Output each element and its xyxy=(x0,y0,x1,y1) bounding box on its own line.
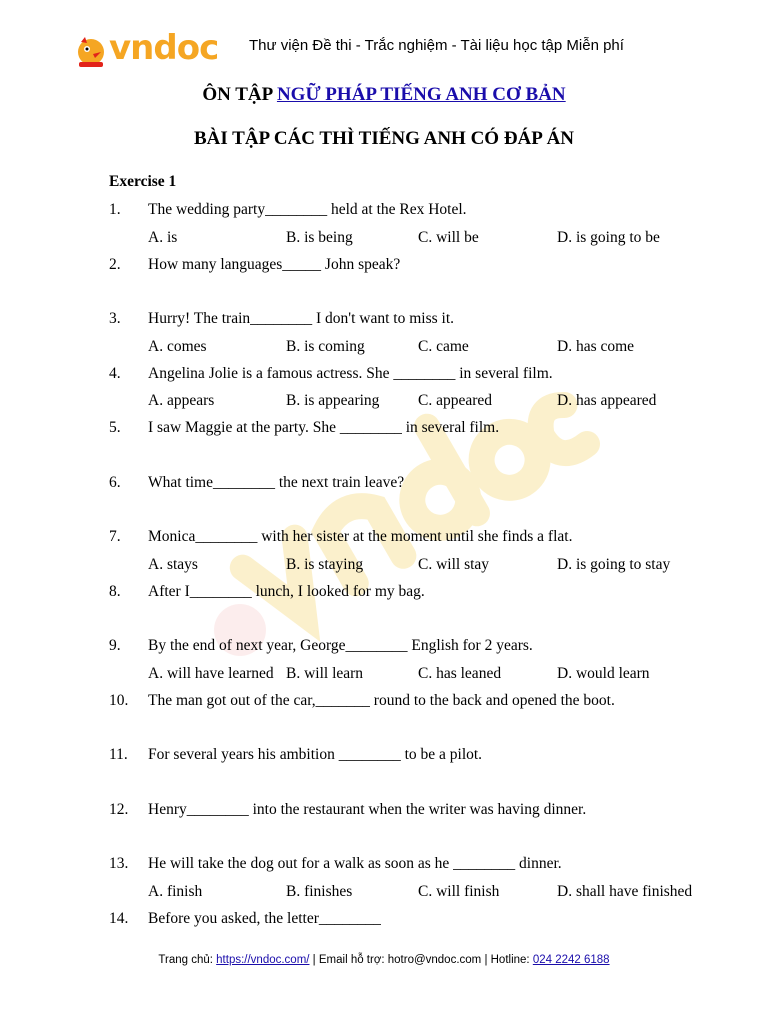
answer-option: D. would learn xyxy=(557,665,650,682)
question-number: 6. xyxy=(109,474,121,491)
answer-option: B. is appearing xyxy=(286,392,380,409)
answer-option: B. is coming xyxy=(286,338,365,355)
question-number: 11. xyxy=(109,746,128,763)
page-subtitle: BÀI TẬP CÁC THÌ TIẾNG ANH CÓ ĐÁP ÁN xyxy=(193,128,575,149)
answer-option: D. is going to be xyxy=(557,229,660,246)
page-title xyxy=(0,84,768,106)
question-text: What time________ the next train leave? xyxy=(148,474,405,491)
answer-option: D. has come xyxy=(557,338,635,355)
answer-option: A. appears xyxy=(148,392,215,409)
footer-home-link[interactable]: https://vndoc.com/ xyxy=(216,954,310,966)
answer-option: D. has appeared xyxy=(557,392,657,409)
question-text: For several years his ambition ________ to be a pilot. xyxy=(148,746,483,763)
vndoc-logo[interactable] xyxy=(73,28,223,70)
question-text: The wedding party________ held at the Rex Hotel. xyxy=(148,201,467,218)
question-number: 14. xyxy=(109,910,129,927)
question-number: 4. xyxy=(109,365,121,382)
question-number: 2. xyxy=(109,256,121,273)
answer-option: B. will learn xyxy=(286,665,364,682)
header-tagline: Thư viện Đề thi - Trắc nghiệm - Tài liệu học tập Miễn phí xyxy=(249,37,624,54)
answer-option: A. comes xyxy=(148,338,207,355)
footer-email: | Email hỗ trợ: hotro@vndoc.com | Hotline: xyxy=(309,954,533,966)
title-prefix: ÔN TẬP xyxy=(202,84,277,105)
question-text: Monica________ with her sister at the moment until she finds a flat. xyxy=(148,528,573,545)
answer-option: C. will finish xyxy=(418,883,500,900)
mascot-icon xyxy=(73,34,109,70)
answer-option: A. will have learned xyxy=(148,665,274,682)
question-text: Angelina Jolie is a famous actress. She ________ in several film. xyxy=(148,365,553,382)
footer-home-label: Trang chủ: xyxy=(158,954,217,966)
question-number: 1. xyxy=(109,201,121,218)
answer-option: A. stays xyxy=(148,556,198,573)
question-number: 13. xyxy=(109,855,129,872)
answer-option: D. is going to stay xyxy=(557,556,671,573)
grammar-link[interactable]: NGỮ PHÁP TIẾNG ANH CƠ BẢN xyxy=(276,84,566,105)
answer-option: C. will be xyxy=(418,229,479,246)
answer-option: C. came xyxy=(418,338,469,355)
page-footer xyxy=(0,954,768,966)
question-text: He will take the dog out for a walk as soon as he ________ dinner. xyxy=(148,855,562,872)
page-header xyxy=(0,0,768,80)
question-text: Before you asked, the letter________ xyxy=(148,910,381,927)
question-text: After I________ lunch, I looked for my bag. xyxy=(148,583,425,600)
answer-option: B. is staying xyxy=(286,556,364,573)
question-text: The man got out of the car,_______ round to the back and opened the boot. xyxy=(148,692,615,709)
question-text: I saw Maggie at the party. She ________ in several film. xyxy=(148,419,500,436)
footer-hotline-link[interactable]: 024 2242 6188 xyxy=(532,954,610,966)
answer-option: C. has leaned xyxy=(418,665,502,682)
logo-text: vndoc xyxy=(109,28,219,68)
question-text: By the end of next year, George________ English for 2 years. xyxy=(148,637,533,654)
question-text: Henry________ into the restaurant when the writer was having dinner. xyxy=(148,801,587,818)
answer-option: C. will stay xyxy=(418,556,490,573)
answer-option: B. is being xyxy=(286,229,353,246)
question-number: 5. xyxy=(109,419,121,436)
question-text: How many languages_____ John speak? xyxy=(148,256,401,273)
question-number: 9. xyxy=(109,637,121,654)
question-number: 3. xyxy=(109,310,121,327)
question-number: 12. xyxy=(109,801,129,818)
answer-option: B. finishes xyxy=(286,883,353,900)
answer-option: D. shall have finished xyxy=(557,883,693,900)
answer-option: C. appeared xyxy=(418,392,493,409)
question-number: 10. xyxy=(109,692,129,709)
answer-option: A. is xyxy=(148,229,178,246)
answer-option: A. finish xyxy=(148,883,203,900)
question-number: 7. xyxy=(109,528,121,545)
question-number: 8. xyxy=(109,583,121,600)
question-text: Hurry! The train________ I don't want to miss it. xyxy=(148,310,455,327)
exercise-heading: Exercise 1 xyxy=(109,173,177,190)
